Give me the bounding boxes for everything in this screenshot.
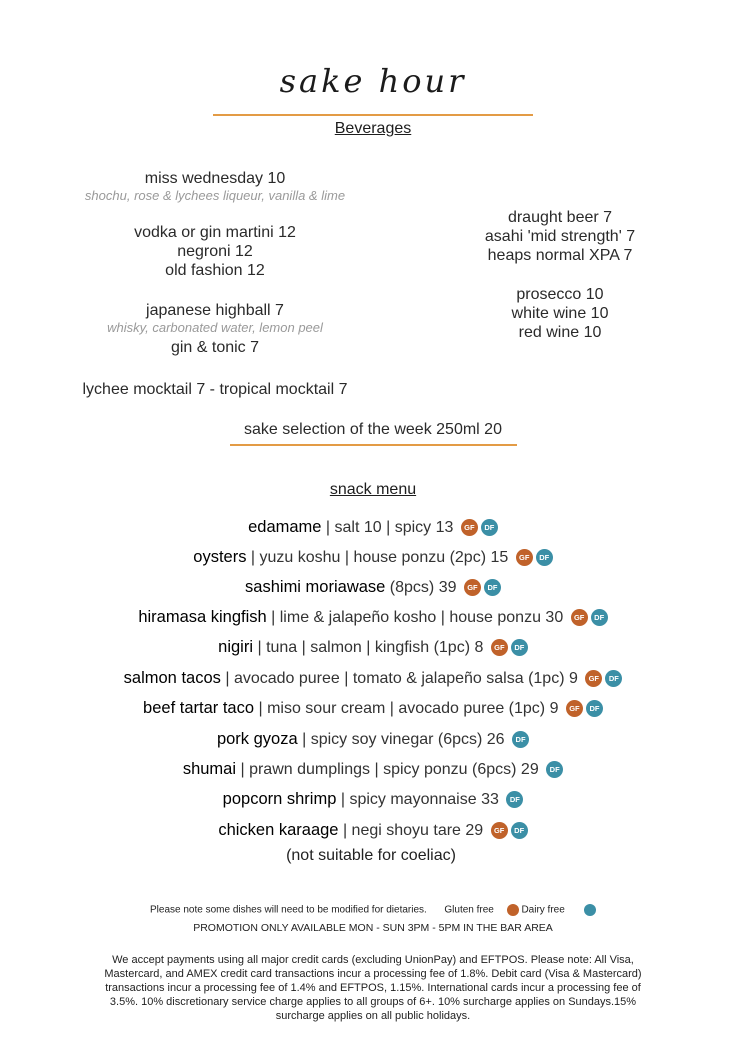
beverage-description: whisky, carbonated water, lemon peel	[107, 320, 323, 335]
sake-selection: sake selection of the week 250ml 20	[244, 421, 502, 438]
snack-item-kingfish	[0, 608, 746, 627]
beverage-item: old fashion 12	[165, 262, 265, 279]
snack-item-nigiri	[0, 638, 746, 657]
gluten-free-icon: GF	[571, 609, 588, 626]
gluten-free-legend-icon	[507, 904, 519, 916]
dietary-note-text: Please note some dishes will need to be modified for dietaries.	[150, 904, 427, 916]
snack-detail: | salt 10 | spicy 13	[321, 519, 454, 536]
beverage-item: negroni 12	[177, 243, 253, 260]
snack-item-oysters	[0, 548, 746, 567]
snack-detail: | lime & jalapeño kosho | house ponzu 30	[266, 609, 564, 626]
gluten-free-icon: GF	[464, 579, 481, 596]
promotion-note: PROMOTION ONLY AVAILABLE MON - SUN 3PM - 5PM IN THE BAR AREA	[193, 922, 553, 934]
payment-line: We accept payments using all major credit cards (excluding UnionPay) and EFTPOS. Please note: All Visa,	[112, 954, 634, 966]
dairy-free-icon: DF	[511, 639, 528, 656]
beverage-description: shochu, rose & lychees liqueur, vanilla & lime	[84, 188, 346, 203]
snack-detail: (8pcs) 39	[385, 579, 457, 596]
payment-notes	[0, 953, 746, 1023]
payment-line: Mastercard, and AMEX credit card transactions incur a processing fee of 1.8%. Debit card (Visa & Mastercard)	[104, 968, 642, 980]
snack-detail: | tuna | salmon | kingfish (1pc) 8	[253, 639, 484, 656]
snack-item-sashimi	[0, 578, 746, 597]
beverage-item: prosecco 10	[516, 286, 604, 303]
beverages-right-column	[460, 208, 660, 342]
snack-item-shumai	[0, 760, 746, 779]
mocktails-item: lychee mocktail 7 - tropical mocktail 7	[82, 381, 348, 398]
snack-name: shumai	[182, 760, 237, 778]
dairy-free-icon: DF	[512, 731, 529, 748]
gluten-free-legend: Gluten free	[444, 904, 494, 916]
snack-detail: | avocado puree | tomato & jalapeño salsa (1pc) 9	[220, 670, 578, 687]
dairy-free-icon: DF	[591, 609, 608, 626]
snack-detail: | spicy mayonnaise 33	[336, 791, 499, 808]
snack-name: edamame	[248, 518, 322, 536]
beverages-left-column	[60, 169, 370, 357]
snack-item-beef-tartar-taco	[0, 699, 746, 718]
payment-line: surcharge applies on all public holidays.	[275, 1010, 471, 1022]
snack-menu-heading: snack menu	[329, 481, 417, 498]
page-title: sake hour	[279, 62, 467, 100]
beverage-item: gin & tonic 7	[170, 339, 260, 356]
beverage-item: red wine 10	[518, 324, 602, 341]
dairy-free-icon: DF	[536, 549, 553, 566]
snack-item-edamame	[0, 518, 746, 537]
snack-name: beef tartar taco	[143, 699, 255, 717]
snack-name: hiramasa kingfish	[138, 608, 267, 626]
dairy-free-legend: Dairy free	[521, 904, 565, 916]
snack-name: salmon tacos	[123, 669, 221, 687]
snack-name: oysters	[193, 548, 247, 566]
dairy-free-icon: DF	[546, 761, 563, 778]
beverage-item: white wine 10	[511, 305, 609, 322]
dairy-free-icon: DF	[586, 700, 603, 717]
dairy-free-icon: DF	[605, 670, 622, 687]
dairy-free-icon: DF	[511, 822, 528, 839]
snack-item-popcorn-shrimp	[0, 790, 746, 809]
dairy-free-legend-icon	[584, 904, 596, 916]
snack-item-salmon-tacos	[0, 669, 746, 688]
gluten-free-icon: GF	[585, 670, 602, 687]
beverage-item: miss wednesday 10	[144, 170, 286, 187]
gluten-free-icon: GF	[491, 639, 508, 656]
gluten-free-icon: GF	[516, 549, 533, 566]
snack-detail: | prawn dumplings | spicy ponzu (6pcs) 29	[236, 761, 539, 778]
snack-item-chicken-karaage	[0, 821, 746, 840]
karaage-note: (not suitable for coeliac)	[286, 847, 456, 864]
snack-name: nigiri	[218, 638, 254, 656]
snack-name: chicken karaage	[218, 821, 339, 839]
snack-detail: | yuzu koshu | house ponzu (2pc) 15	[246, 549, 509, 566]
snack-detail: | miso sour cream | avocado puree (1pc) 9	[254, 700, 559, 717]
dairy-free-icon: DF	[484, 579, 501, 596]
beverages-heading: Beverages	[334, 120, 412, 137]
payment-line: transactions incur a processing fee of 1.4% and EFTPOS, 1.15%. International cards incur a processing fee of	[105, 982, 641, 994]
payment-line: 3.5%. 10% discretionary service charge applies to all groups of 6+. 10% surcharge applies on Sundays.15%	[109, 996, 637, 1008]
beverage-item: heaps normal XPA 7	[487, 247, 633, 264]
snack-name: sashimi moriawase	[245, 578, 386, 596]
beverage-item: vodka or gin martini 12	[134, 224, 296, 241]
gluten-free-icon: GF	[461, 519, 478, 536]
dairy-free-icon: DF	[506, 791, 523, 808]
snack-name: popcorn shrimp	[222, 790, 337, 808]
sake-divider	[230, 444, 517, 446]
gluten-free-icon: GF	[566, 700, 583, 717]
beverage-item: asahi 'mid strength' 7	[484, 228, 636, 245]
beverage-item: japanese highball 7	[146, 302, 284, 319]
snack-name: pork gyoza	[216, 730, 298, 748]
beverage-item: draught beer 7	[507, 209, 613, 226]
snack-detail: | spicy soy vinegar (6pcs) 26	[297, 731, 505, 748]
gluten-free-icon: GF	[491, 822, 508, 839]
dietary-note	[150, 904, 596, 916]
snack-detail: | negi shoyu tare 29	[338, 822, 484, 839]
title-divider	[213, 114, 533, 116]
dairy-free-icon: DF	[481, 519, 498, 536]
snack-item-pork-gyoza	[0, 730, 746, 749]
